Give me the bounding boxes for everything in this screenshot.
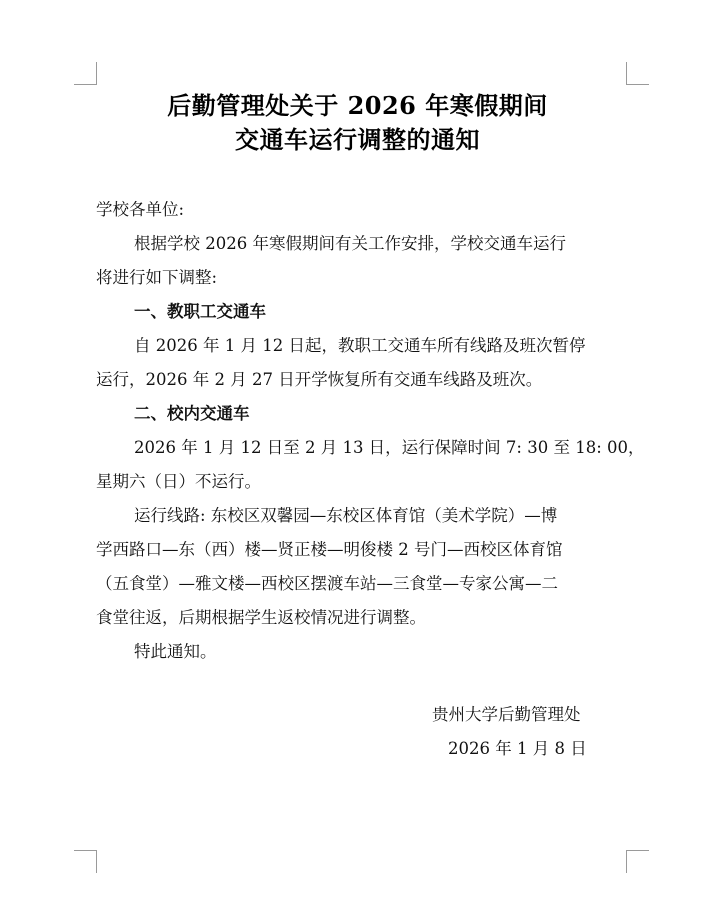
corner-mark-bottom-right xyxy=(626,850,649,873)
route-line3: （五食堂）—雅文楼—西校区摆渡车站—三食堂—专家公寓—二 xyxy=(96,574,558,593)
section2-line1: 2026 年 1 月 12 日至 2 月 13 日，运行保障时间 7: 30 至 18: 00， xyxy=(134,438,645,457)
notice-title-line2: 交通车运行调整的通知 xyxy=(235,125,480,154)
section2-heading: 二、校内交通车 xyxy=(134,404,250,423)
notice-title-line1: 后勤管理处关于 2026 年寒假期间 xyxy=(167,91,548,120)
section1-line1: 自 2026 年 1 月 12 日起，教职工交通车所有线路及班次暂停 xyxy=(134,336,586,355)
corner-mark-top-right xyxy=(626,62,649,85)
intro-line2: 将进行如下调整: xyxy=(96,268,218,287)
closing-text: 特此通知。 xyxy=(134,642,217,661)
salutation: 学校各单位: xyxy=(96,200,185,219)
section2-line2: 星期六（日）不运行。 xyxy=(96,472,261,491)
route-line1: 运行线路: 东校区双馨园—东校区体育馆（美术学院）—博 xyxy=(134,506,558,525)
signature-date: 2026 年 1 月 8 日 xyxy=(448,739,587,758)
route-line2: 学西路口—东（西）楼—贤正楼—明俊楼 2 号门—西校区体育馆 xyxy=(96,540,563,559)
signature-organization: 贵州大学后勤管理处 xyxy=(432,705,581,724)
corner-mark-bottom-left xyxy=(74,850,97,873)
section1-line2: 运行，2026 年 2 月 27 日开学恢复所有交通车线路及班次。 xyxy=(96,370,543,389)
section1-heading: 一、教职工交通车 xyxy=(134,302,266,321)
intro-line1: 根据学校 2026 年寒假期间有关工作安排，学校交通车运行 xyxy=(134,234,566,253)
corner-mark-top-left xyxy=(74,62,97,85)
route-line4: 食堂往返，后期根据学生返校情况进行调整。 xyxy=(96,608,426,627)
